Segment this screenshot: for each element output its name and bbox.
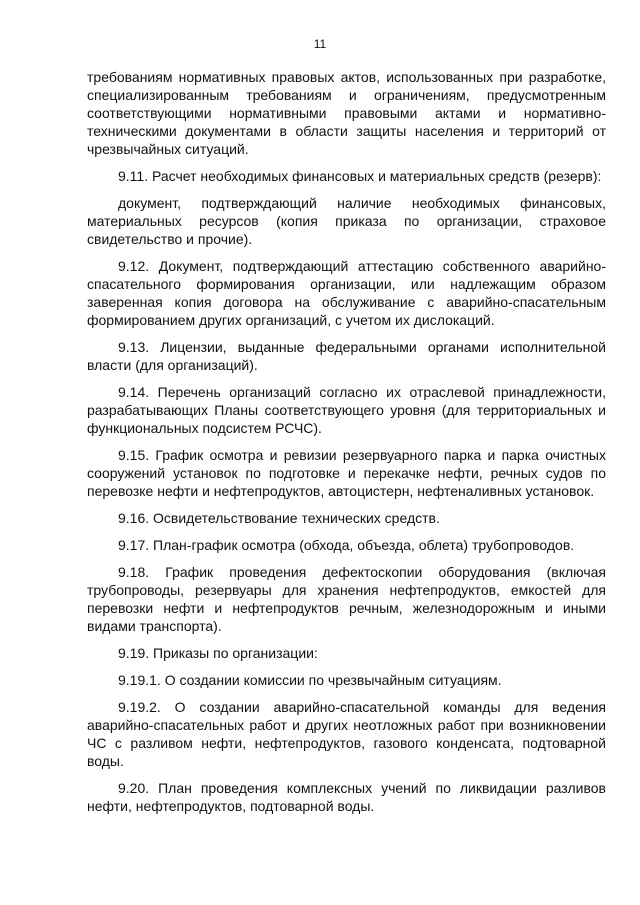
paragraph-9-12: 9.12. Документ, подтверждающий аттестацию собственного аварийно-спасательного формирования организации, или надлежащим образом заверенная копия договора на обслуживание с аварийно-спасательным формированием других организаций, с учетом их дислокаций. — [87, 258, 606, 328]
paragraph-9-16: 9.16. Освидетельствование технических средств. — [118, 510, 440, 526]
paragraph-9-20: 9.20. План проведения комплексных учений по ликвидации разливов нефти, нефтепродуктов, подтоварной воды. — [87, 780, 606, 814]
paragraph-9-14: 9.14. Перечень организаций согласно их отраслевой принадлежности, разрабатывающих Планы соответствующего уровня (для территориальных и функциональных подсистем РСЧС). — [87, 384, 606, 436]
paragraph-9-19-1: 9.19.1. О создании комиссии по чрезвычайным ситуациям. — [118, 672, 502, 688]
paragraph-9-15: 9.15. График осмотра и ревизии резервуарного парка и парка очистных сооружений установок по подготовке и перекачке нефти, речных судов по перевозке нефти и нефтепродуктов, автоцистерн, нефтеналивных установок. — [87, 447, 606, 499]
document-body — [87, 68, 606, 824]
paragraph-9-17: 9.17. План-график осмотра (обхода, объезда, облета) трубопроводов. — [118, 537, 575, 553]
paragraph-9-11: 9.11. Расчет необходимых финансовых и материальных средств (резерв): — [118, 168, 602, 184]
paragraph-9-11-document: документ, подтверждающий наличие необходимых финансовых, материальных ресурсов (копия приказа по организации, страховое свидетельство и прочие). — [87, 195, 606, 247]
paragraph-9-18: 9.18. График проведения дефектоскопии оборудования (включая трубопроводы, резервуары для хранения нефтепродуктов, емкостей для перевозки нефти и нефтепродуктов речным, железнодорожным и иными видами транспорта). — [87, 564, 606, 634]
page-number: 11 — [313, 37, 327, 51]
paragraph-9-19: 9.19. Приказы по организации: — [118, 645, 318, 661]
paragraph-9-13: 9.13. Лицензии, выданные федеральными органами исполнительной власти (для организаций). — [87, 339, 606, 373]
paragraph-9-19-2: 9.19.2. О создании аварийно-спасательной команды для ведения аварийно-спасательных работ и других неотложных работ при возникновении ЧС с разливом нефти, нефтепродуктов, газового конденсата, подтоварной воды. — [87, 699, 606, 769]
paragraph-continuation: требованиям нормативных правовых актов, использованных при разработке, специализированным требованиям и ограничениям, предусмотренным соответствующими нормативными правовыми актами и нормативно-техническими документами в области защиты населения и территорий от чрезвычайных ситуаций. — [87, 69, 606, 157]
